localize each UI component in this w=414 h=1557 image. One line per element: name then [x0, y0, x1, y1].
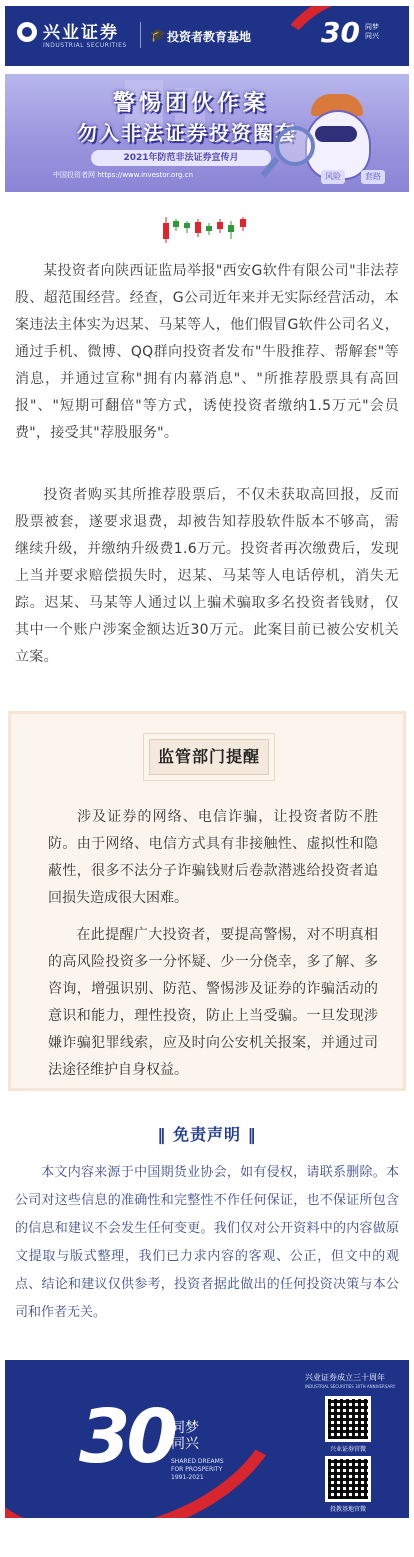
anniversary-caption-en: INDUSTRIAL SECURITIES 30TH ANNIVERSARY: [305, 1384, 396, 1389]
reminder-paragraph-1-text: 涉及证券的网络、电信诈骗，让投资者防不胜防。由于网络、电信方式具有非接触性、虚拟性和隐蔽性，很多不法分子诈骗钱财后卷款潜逃给投资者追回损失造成很大困难。: [48, 809, 378, 906]
qr-code-icon[interactable]: [325, 1456, 371, 1502]
edu-base-label: 投资者教育基地: [167, 30, 252, 44]
qr-code-icon[interactable]: [325, 1396, 371, 1442]
bar-icon: ‖: [247, 1125, 257, 1144]
qr-label: 投教基地官微: [329, 1506, 366, 1513]
case-paragraph-1-text: 某投资者向陕西证监局举报"西安G软件有限公司"非法荐股、超范围经营。经查，G公司近年来并无实际经营活动，本案违法主体实为迟某、马某等人，他们假冒G软件公司名义，通过手机、微博、QQ群向投资者发布"牛股推荐、帮解套"等消息，并通过宣称"拥有内幕消息"、"所推荐股票具有高回报"、"短期可翻倍"等方式，诱使投资者缴纳1.5万元"会员费"，接受其"荐股服务"。: [15, 263, 399, 441]
disclaimer-title: 免责声明: [172, 1125, 241, 1144]
campaign-label: 2021年防范非法证券宣传月: [91, 150, 271, 166]
reminder-title: 监管部门提醒: [149, 739, 269, 775]
graduation-cap-icon: 🎓: [150, 28, 167, 43]
banner-title-line2: 勿入非法证券投资圈套: [77, 121, 297, 145]
case-paragraph-2-text: 投资者购买其所推荐股票后，不仅未获取高回报，反而股票被套，遂要求退费，却被告知荐股软件版本不够高，需继续升级，并缴纳升级费1.6万元。投资者再次缴费后，发现上当并要求赔偿损失时，迟某、马某等人电话停机，消失无踪。迟某、马某等人通过以上骗术骗取多名投资者钱财，仅其中一个账户涉案金额达近30万元。此案目前已被公安机关立案。: [15, 487, 399, 665]
banner-chip: 套路: [361, 170, 385, 184]
qr-label: 兴业证券官微: [329, 1446, 366, 1453]
header-banner: [5, 6, 409, 66]
slogan-line: 同梦: [171, 1420, 199, 1436]
candlestick-divider-icon: [161, 215, 253, 245]
anniversary-number: 30: [79, 1394, 174, 1480]
anniversary-tag: [365, 23, 379, 41]
slogan-en: [171, 1458, 224, 1482]
brand-name-en: INDUSTRIAL SECURITIES: [43, 42, 127, 49]
bar-icon: ‖: [157, 1125, 167, 1144]
anniversary-number: 30: [321, 16, 360, 49]
regulator-reminder-card: [8, 711, 406, 1091]
reminder-paragraph-2-text: 在此提醒广大投资者，要提高警惕，对不明真相的高风险投资多一分怀疑、少一分侥幸，多了解、多咨询，增强识别、防范、警惕涉及证券的诈骗活动的意识和能力，理性投资，防止上当受骗。一旦发现涉嫌诈骗犯罪线索，应及时向公安机关报案，并通过司法途径维护自身权益。: [48, 927, 378, 1078]
logo-mark-icon: [17, 22, 37, 42]
footer-banner: [5, 1360, 409, 1518]
banner-title-line1: 警惕团伙作案: [112, 91, 269, 116]
site-label: 中国投资者网 https://www.investor.org.cn: [53, 171, 194, 179]
case-paragraph-1: [0, 258, 414, 447]
slogan: [171, 1420, 199, 1452]
campaign-banner: [5, 74, 409, 192]
brand-name: 兴业证券: [43, 23, 119, 43]
banner-chip: 风险: [321, 170, 345, 184]
slogan-line: 同兴: [171, 1436, 199, 1452]
header-divider: [140, 22, 141, 48]
mascot-visor-icon: [315, 126, 357, 142]
magnifier-icon: [275, 126, 315, 166]
anniversary-tag-line: 同梦: [365, 23, 379, 31]
reminder-paragraph-2: [11, 922, 403, 1084]
slogan-en-line: SHARED DREAMS: [171, 1458, 224, 1465]
disclaimer-body: [0, 1159, 414, 1327]
case-paragraph-2: [0, 482, 414, 671]
slogan-en-line: FOR PROSPERITY: [171, 1466, 223, 1473]
disclaimer-body-text: 本文内容来源于中国期货业协会，如有侵权，请联系删除。本公司对这些信息的准确性和完整性不作任何保证，也不保证所包含的信息和建议不会发生任何变更。我们仅对公开资料中的内容做原文提取与版式整理，我们已力求内容的客观、公正，但文中的观点、结论和建议仅供参考，投资者据此做出的任何投资决策与本公司和作者无关。: [15, 1165, 399, 1320]
anniversary-tag-line: 同兴: [365, 32, 379, 40]
slogan-en-line: 1991-2021: [171, 1474, 204, 1481]
disclaimer-heading: [0, 1122, 414, 1145]
reminder-paragraph-1: [11, 804, 403, 912]
anniversary-caption: 兴业证券成立三十周年: [305, 1373, 385, 1382]
